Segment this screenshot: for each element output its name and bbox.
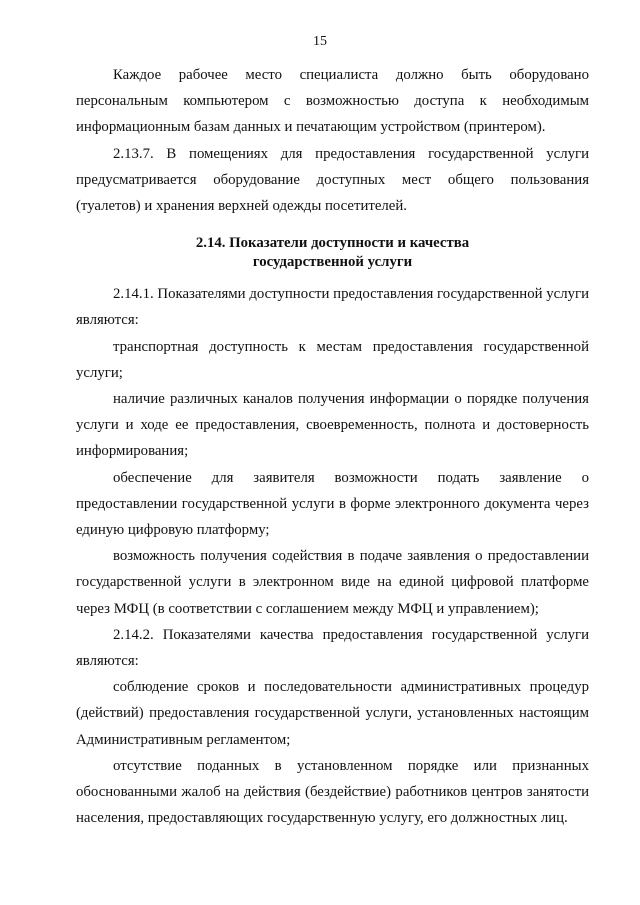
- section-heading-line-2: государственной услуги: [252, 254, 413, 271]
- list-item-electronic-application: обеспечение для заявителя возможности подать заявление о предоставлении государственной услуги в форме электронного документа через единую цифровую платформу;: [76, 469, 589, 539]
- paragraph-2-14-2: 2.14.2. Показателями качества предоставления государственной услуги являются:: [76, 626, 589, 670]
- paragraph-2-13-7: 2.13.7. В помещениях для предоставления государственной услуги предусматривается оборудование доступных мест общего пользования (туалетов) и хранения верхней одежды посетителей.: [76, 145, 589, 215]
- paragraph-2-14-1: 2.14.1. Показателями доступности предоставления государственной услуги являются:: [76, 286, 589, 329]
- paragraph-workstation-equipment: Каждое рабочее место специалиста должно быть оборудовано персональным компьютером с возможностью доступа к необходимым информационным базам данных и печатающим устройством (принтером).: [76, 67, 589, 136]
- page-number: 15: [313, 34, 327, 49]
- list-item-information-channels: наличие различных каналов получения информации о порядке получения услуги и ходе ее предоставления, своевременность, полнота и достоверность информирования;: [76, 391, 589, 460]
- list-item-no-complaints: отсутствие поданных в установленном порядке или признанных обоснованными жалоб на действия (бездействие) работников центров занятости населения, предоставляющих государственную услугу, его должностных лиц.: [76, 757, 589, 827]
- list-item-transport-accessibility: транспортная доступность к местам предоставления государственной услуги;: [76, 338, 589, 381]
- section-heading-2-14: [76, 234, 589, 272]
- document-body: [76, 62, 589, 831]
- list-item-deadlines-compliance: соблюдение сроков и последовательности административных процедур (действий) предоставления государственной услуги, установленных настоящим Административным регламентом;: [76, 679, 589, 748]
- section-heading-line-1: 2.14. Показатели доступности и качества: [195, 235, 470, 252]
- list-item-mfc-assistance: возможность получения содействия в подаче заявления о предоставлении государственной услуги в электронном виде на единой цифровой платформе через МФЦ (в соответствии с соглашением между МФЦ и управлением);: [76, 548, 589, 617]
